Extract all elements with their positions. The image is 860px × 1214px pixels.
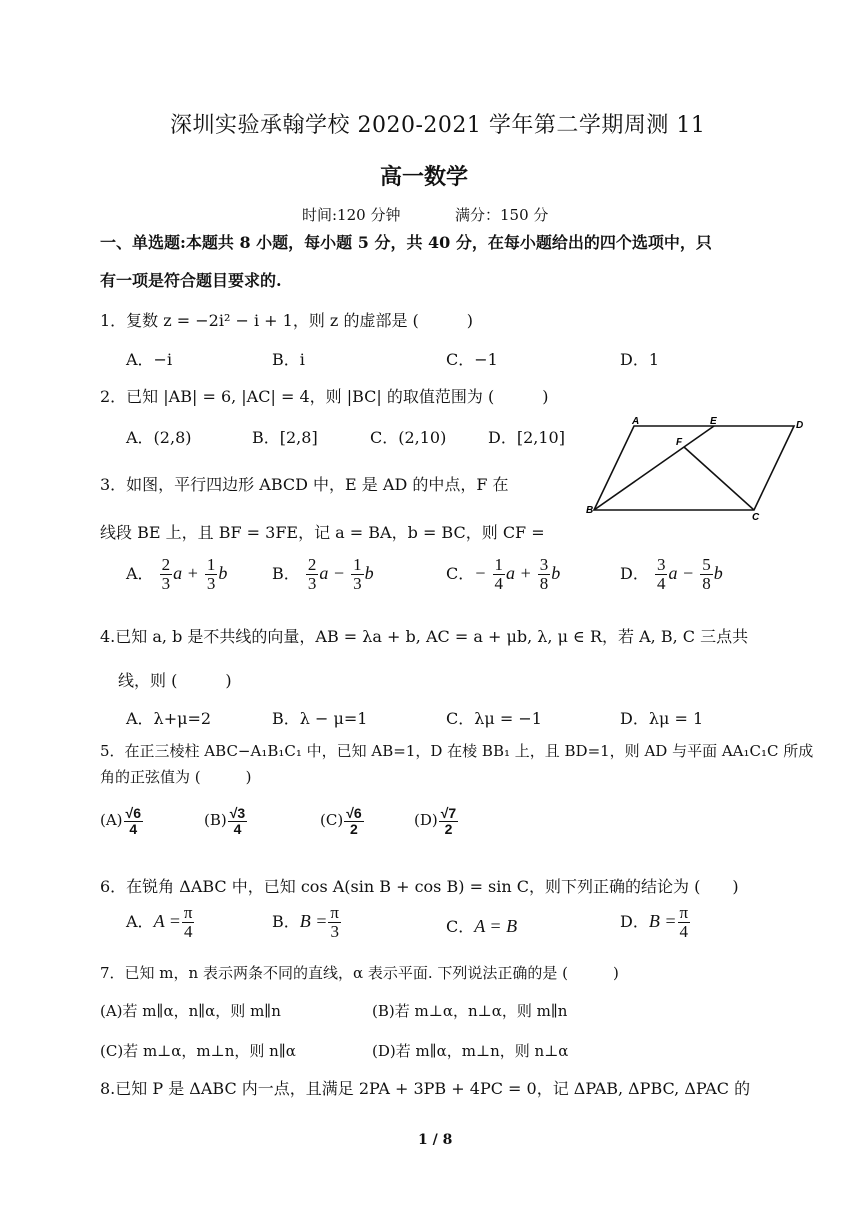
question-6-stem: 6．在锐角 ΔABC 中，已知 cos A(sin B + cos B) = sin C，则下列正确的结论为 ( ) xyxy=(100,877,739,896)
parallelogram-lines xyxy=(594,426,794,510)
question-4-stem-line1: 4.已知 a, b 是不共线的向量，AB = λa + b, AC = a + μb, λ, μ ∈ R，若 A, B, C 三点共 xyxy=(100,627,749,646)
section-heading-line2: 有一项是符合题目要求的. xyxy=(100,271,282,290)
question-5-stem-line2: 角的正弦值为 ( ) xyxy=(100,768,252,786)
q1-option-c: C．−1 xyxy=(446,350,498,369)
parallelogram-figure xyxy=(586,412,816,522)
q7-option-b: (B)若 m⊥α，n⊥α，则 m∥n xyxy=(372,1002,568,1020)
q6-option-c: C．A = B xyxy=(446,916,518,936)
q7-option-d: (D)若 m∥α，m⊥n，则 n⊥α xyxy=(372,1042,569,1060)
q5-option-c: (C) $\frac{√6}{2}$ xyxy=(320,805,362,837)
section-heading-line1: 一、单选题:本题共 8 小题，每小题 5 分，共 40 分，在每小题给出的四个选项中，只 xyxy=(100,233,712,252)
figure-label-f: F xyxy=(676,437,683,448)
page-number: 1 / 8 xyxy=(418,1132,453,1148)
q3-option-d: D． $\frac{3}{4}$ a − $\frac{5}{8}$ b xyxy=(620,555,723,593)
q3-option-c: C．− $\frac{1}{4}$ a + $\frac{3}{8}$ b xyxy=(446,555,561,593)
figure-label-e: E xyxy=(710,416,717,427)
q4-option-c: C．λμ = −1 xyxy=(446,709,542,728)
question-3-stem-line2: 线段 BE 上，且 BF = 3FE，记 a = BA，b = BC，则 CF = xyxy=(100,523,545,542)
question-3-stem-line1: 3．如图，平行四边形 ABCD 中，E 是 AD 的中点，F 在 xyxy=(100,475,509,494)
q7-option-a: (A)若 m∥α，n∥α，则 m∥n xyxy=(100,1002,281,1020)
q4-option-a: A．λ+μ=2 xyxy=(126,709,212,728)
q3-option-b: B． $\frac{2}{3}$ a − $\frac{1}{3}$ b xyxy=(272,555,374,593)
question-4-stem-line2: 线，则 ( ) xyxy=(118,671,232,690)
q4-option-d: D．λμ = 1 xyxy=(620,709,704,728)
question-2-stem: 2．已知 |AB| = 6, |AC| = 4，则 |BC| 的取值范围为 ( ) xyxy=(100,387,549,406)
question-5-stem-line1: 5．在正三棱柱 ABC−A₁B₁C₁ 中，已知 AB=1，D 在棱 BB₁ 上，且 BD=1，则 AD 与平面 AA₁C₁C 所成 xyxy=(100,742,814,760)
question-1-stem: 1．复数 z = −2i² − i + 1，则 z 的虚部是 ( ) xyxy=(100,311,474,330)
q2-option-a: A．(2,8) xyxy=(126,428,192,447)
q5-option-b: (B) $\frac{√3}{4}$ xyxy=(204,805,246,837)
q1-option-b: B．i xyxy=(272,350,305,369)
figure-label-d: D xyxy=(796,420,804,431)
q2-option-c: C．(2,10) xyxy=(370,428,447,447)
exam-title: 深圳实验承翰学校 2020-2021 学年第二学期周测 11 xyxy=(170,113,706,138)
q2-option-d: D．[2,10] xyxy=(488,428,565,447)
q6-option-b: B．B = $\frac{\pi}{3}$ xyxy=(272,903,340,941)
q3-option-a: A． $\frac{2}{3}$ a + $\frac{1}{3}$ b xyxy=(126,555,228,593)
figure-label-b: B xyxy=(586,505,594,516)
subject-title: 高一数学 xyxy=(380,164,469,190)
q2-option-b: B．[2,8] xyxy=(252,428,318,447)
exam-time: 时间:120 分钟 xyxy=(302,206,401,224)
q6-option-d: D．B = $\frac{\pi}{4}$ xyxy=(620,903,689,941)
q5-option-d: (D) $\frac{√7}{2}$ xyxy=(414,805,457,837)
exam-score: 满分：150 分 xyxy=(455,206,549,224)
q7-option-c: (C)若 m⊥α，m⊥n，则 n∥α xyxy=(100,1042,296,1060)
question-7-stem: 7．已知 m，n 表示两条不同的直线，α 表示平面. 下列说法正确的是 ( ) xyxy=(100,964,619,982)
q5-option-a: (A) $\frac{√6}{4}$ xyxy=(100,805,142,837)
q1-option-d: D．1 xyxy=(620,350,660,369)
q6-option-a: A．A = $\frac{\pi}{4}$ xyxy=(126,903,193,941)
q4-option-b: B．λ − μ=1 xyxy=(272,709,368,728)
figure-label-c: C xyxy=(752,512,760,522)
q1-option-a: A．−i xyxy=(126,350,173,369)
figure-label-a: A xyxy=(632,416,640,427)
question-8-stem: 8.已知 P 是 ΔABC 内一点，且满足 2PA + 3PB + 4PC = 0，记 ΔPAB, ΔPBC, ΔPAC 的 xyxy=(100,1079,751,1098)
